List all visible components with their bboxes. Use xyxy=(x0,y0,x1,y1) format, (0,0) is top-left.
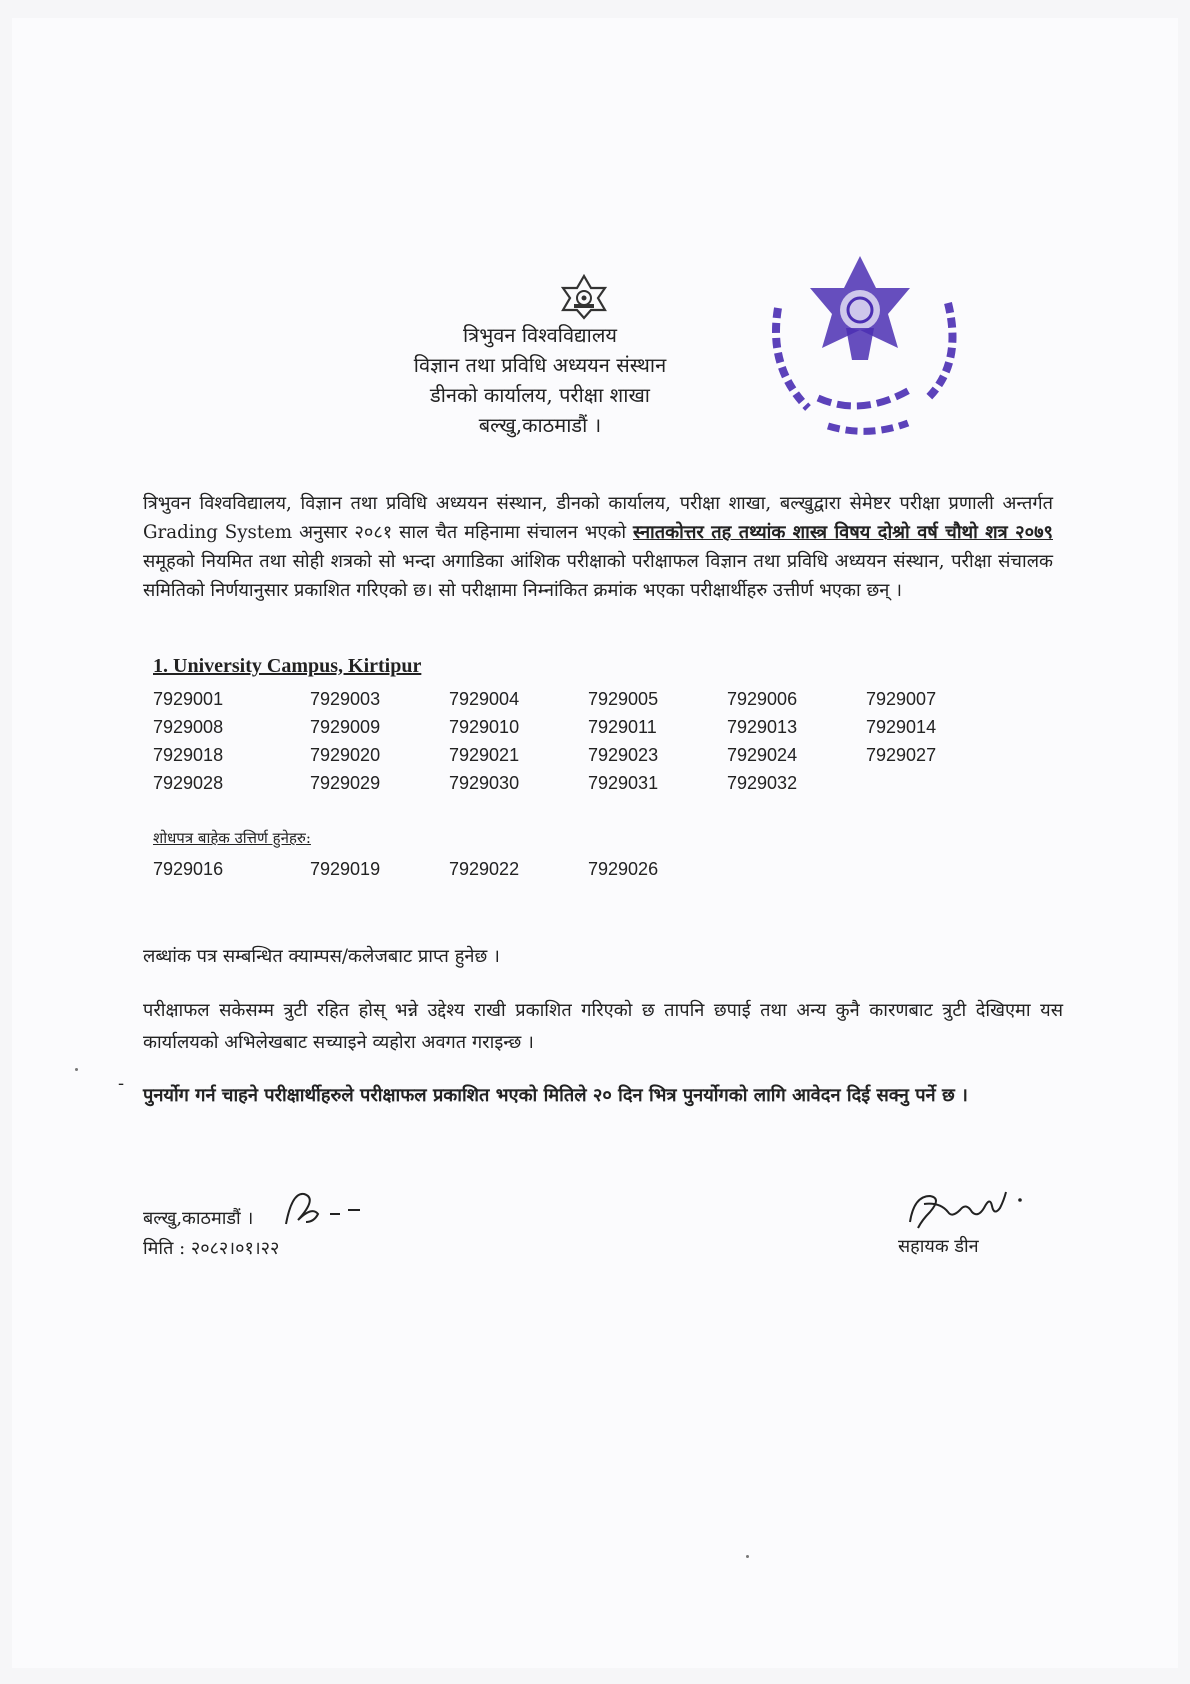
roll-number: 7929009 xyxy=(310,717,381,737)
roll-row xyxy=(153,855,727,883)
tribhuvan-university-logo xyxy=(555,274,613,320)
signatory-title: सहायक डीन xyxy=(898,1236,979,1257)
header-university: त्रिभुवन विश्वविद्यालय xyxy=(462,323,618,347)
roll-number: 7929011 xyxy=(588,717,657,737)
intro-program-highlight: स्नातकोत्तर तह तथ्यांक शास्त्र विषय दोश्रो वर्ष चौथो शत्र २०७९ xyxy=(633,522,1053,543)
roll-number: 7929031 xyxy=(588,773,659,793)
result-intro-paragraph xyxy=(143,489,1053,605)
footer-place: बल्खु,काठमाडौं । xyxy=(143,1208,254,1229)
footer-place-date xyxy=(143,1204,279,1264)
roll-number: 7929003 xyxy=(310,689,381,709)
roll-number: 7929030 xyxy=(449,773,520,793)
scan-speck xyxy=(746,1555,749,1558)
official-seal-stamp xyxy=(748,248,978,458)
marksheet-note: लब्धांक पत्र सम्बन्धित क्याम्पस/कलेजबाट प्राप्त हुनेछ । xyxy=(143,946,500,967)
roll-row xyxy=(153,713,1006,741)
roll-number: 7929028 xyxy=(153,773,224,793)
roll-number: 7929007 xyxy=(866,689,937,709)
campus-title: 1. University Campus, Kirtipur xyxy=(153,655,422,677)
bullet-dash: - xyxy=(118,1073,125,1094)
roll-number: 7929019 xyxy=(310,859,381,879)
roll-number: 7929029 xyxy=(310,773,381,793)
roll-number: 7929001 xyxy=(153,689,224,709)
roll-number: 7929027 xyxy=(866,745,937,765)
roll-number: 7929026 xyxy=(588,859,659,879)
roll-number: 7929013 xyxy=(727,717,798,737)
roll-number: 7929021 xyxy=(449,745,520,765)
roll-number: 7929016 xyxy=(153,859,224,879)
roll-number: 7929023 xyxy=(588,745,659,765)
assistant-dean-signature xyxy=(900,1182,1040,1238)
thesis-exempt-roll-numbers xyxy=(153,855,727,883)
error-disclaimer-note: परीक्षाफल सकेसम्म त्रुटी रहित होस् भन्ने उद्देश्य राखी प्रकाशित गरिएको छ तापनि छपाई तथा अन्य कुनै कारणबाट त्रुटी देखिएमा यस कार्यालयको अभिलेखबाट सच्याइने व्यहोरा अवगत गराइन्छ । xyxy=(143,1000,1063,1053)
retotaling-note: पुनर्योग गर्न चाहने परीक्षार्थीहरुले परीक्षाफल प्रकाशित भएको मितिले २० दिन भित्र पुनर्योगको लागि आवेदन दिई सक्नु पर्ने छ । xyxy=(143,1085,968,1106)
roll-number: 7929010 xyxy=(449,717,520,737)
header-institute: विज्ञान तथा प्रविधि अध्ययन संस्थान xyxy=(413,353,667,377)
scan-speck xyxy=(75,1068,78,1071)
header-office: डीनको कार्यालय, परीक्षा शाखा xyxy=(430,383,650,407)
roll-number: 7929004 xyxy=(449,689,520,709)
thesis-exempt-heading: शोधपत्र बाहेक उत्तिर्ण हुनेहरु: xyxy=(153,829,311,847)
intro-text-part1: त्रिभुवन विश्वविद्यालय, विज्ञान तथा प्रविधि अध्ययन संस्थान, डीनको कार्यालय, परीक्षा शाखा, बल्खुद्वारा सेमेष्टर परीक्षा प्रणाली अन्तर्गत Grading System अनुसार २०८१ साल चैत महिनामा संचालन भएको xyxy=(143,493,1053,543)
roll-row xyxy=(153,685,1006,713)
passed-roll-numbers xyxy=(153,685,1006,797)
roll-number: 7929008 xyxy=(153,717,224,737)
roll-number: 7929024 xyxy=(727,745,798,765)
header-location: बल्खु,काठमाडौं । xyxy=(478,413,602,437)
intro-text-part2: समूहको नियमित तथा सोही शत्रको सो भन्दा अगाडिका आंशिक परीक्षाको परीक्षाफल विज्ञान तथा प्रविधि अध्ययन संस्थान, परीक्षा संचालक समितिको निर्णयानुसार प्रकाशित गरिएको छ। सो परीक्षामा निम्नांकित क्रमांक भएका परीक्षार्थीहरु उत्तीर्ण भएका छन् । xyxy=(143,551,1053,601)
roll-number: 7929006 xyxy=(727,689,798,709)
roll-row xyxy=(153,741,1006,769)
office-header xyxy=(340,320,740,440)
roll-number: 7929005 xyxy=(588,689,659,709)
roll-number: 7929022 xyxy=(449,859,520,879)
footer-date: मिति : २०८२।०१।२२ xyxy=(143,1238,280,1259)
roll-row xyxy=(153,769,1006,797)
initial-signature xyxy=(278,1186,368,1230)
roll-number: 7929020 xyxy=(310,745,381,765)
roll-number: 7929032 xyxy=(727,773,798,793)
roll-number: 7929018 xyxy=(153,745,224,765)
roll-number: 7929014 xyxy=(866,717,937,737)
